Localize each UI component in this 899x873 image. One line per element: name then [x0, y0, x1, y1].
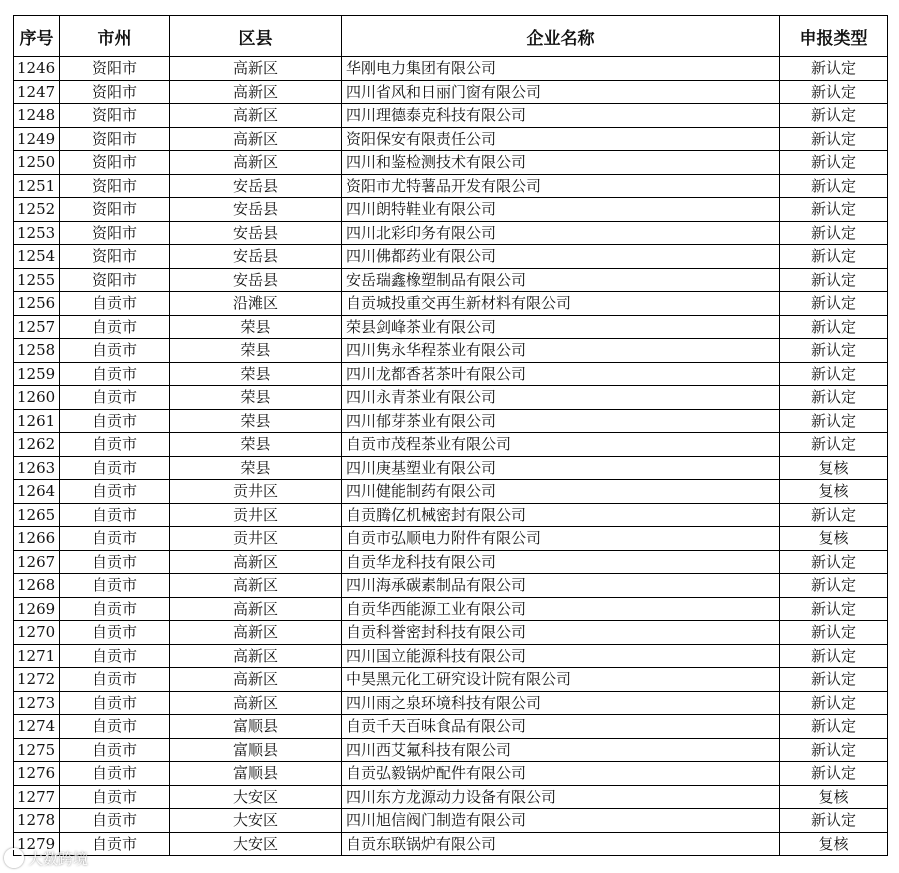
- serial-number-cell: 1259: [14, 362, 60, 386]
- application-type-cell: 新认定: [780, 503, 888, 527]
- city-cell: 自贡市: [60, 456, 170, 480]
- serial-number-cell: 1274: [14, 715, 60, 739]
- table-row: [14, 832, 888, 856]
- application-type-cell: 复核: [780, 527, 888, 551]
- company-name-cell: 自贡华龙科技有限公司: [342, 550, 780, 574]
- serial-number-cell: 1267: [14, 550, 60, 574]
- district-cell: 富顺县: [170, 738, 342, 762]
- company-name-cell: 四川雨之泉环境科技有限公司: [342, 691, 780, 715]
- district-cell: 荣县: [170, 433, 342, 457]
- city-cell: 自贡市: [60, 715, 170, 739]
- table-row: [14, 668, 888, 692]
- table-row: [14, 221, 888, 245]
- serial-number-cell: 1276: [14, 762, 60, 786]
- application-type-cell: 新认定: [780, 691, 888, 715]
- company-name-cell: 四川旭信阀门制造有限公司: [342, 809, 780, 833]
- application-type-cell: 复核: [780, 480, 888, 504]
- city-cell: 自贡市: [60, 292, 170, 316]
- city-cell: 自贡市: [60, 809, 170, 833]
- company-name-cell: 四川隽永华程茶业有限公司: [342, 339, 780, 363]
- district-cell: 高新区: [170, 57, 342, 81]
- application-type-cell: 新认定: [780, 409, 888, 433]
- serial-number-cell: 1258: [14, 339, 60, 363]
- company-name-cell: 四川海承碳素制品有限公司: [342, 574, 780, 598]
- company-name-cell: 四川郁芽茶业有限公司: [342, 409, 780, 433]
- table-row: [14, 57, 888, 81]
- serial-number-cell: 1265: [14, 503, 60, 527]
- company-name-cell: 四川省风和日丽门窗有限公司: [342, 80, 780, 104]
- district-cell: 大安区: [170, 785, 342, 809]
- city-cell: 自贡市: [60, 762, 170, 786]
- district-cell: 安岳县: [170, 268, 342, 292]
- district-cell: 高新区: [170, 550, 342, 574]
- serial-number-cell: 1268: [14, 574, 60, 598]
- city-cell: 资阳市: [60, 268, 170, 292]
- district-cell: 高新区: [170, 574, 342, 598]
- district-cell: 高新区: [170, 597, 342, 621]
- table-row: [14, 80, 888, 104]
- application-type-cell: 新认定: [780, 668, 888, 692]
- company-name-cell: 四川国立能源科技有限公司: [342, 644, 780, 668]
- city-cell: 自贡市: [60, 433, 170, 457]
- enterprise-table: [13, 15, 888, 856]
- city-cell: 资阳市: [60, 151, 170, 175]
- serial-number-cell: 1253: [14, 221, 60, 245]
- serial-number-cell: 1250: [14, 151, 60, 175]
- serial-number-cell: 1266: [14, 527, 60, 551]
- watermark-text: 大数跨境: [28, 849, 89, 868]
- city-cell: 自贡市: [60, 409, 170, 433]
- district-cell: 高新区: [170, 691, 342, 715]
- serial-number-cell: 1277: [14, 785, 60, 809]
- company-name-cell: 四川健能制药有限公司: [342, 480, 780, 504]
- serial-number-cell: 1249: [14, 127, 60, 151]
- application-type-cell: 新认定: [780, 268, 888, 292]
- serial-number-cell: 1261: [14, 409, 60, 433]
- company-name-cell: 四川永青茶业有限公司: [342, 386, 780, 410]
- application-type-cell: 新认定: [780, 762, 888, 786]
- city-cell: 自贡市: [60, 386, 170, 410]
- table-row: [14, 456, 888, 480]
- table-row: [14, 574, 888, 598]
- district-cell: 安岳县: [170, 174, 342, 198]
- serial-number-cell: 1256: [14, 292, 60, 316]
- district-cell: 富顺县: [170, 715, 342, 739]
- table-row: [14, 127, 888, 151]
- serial-number-cell: 1271: [14, 644, 60, 668]
- district-cell: 高新区: [170, 151, 342, 175]
- table-row: [14, 362, 888, 386]
- serial-number-cell: 1254: [14, 245, 60, 269]
- company-name-cell: 四川庚基塑业有限公司: [342, 456, 780, 480]
- serial-number-cell: 1278: [14, 809, 60, 833]
- district-cell: 贡井区: [170, 503, 342, 527]
- district-cell: 富顺县: [170, 762, 342, 786]
- table-row: [14, 198, 888, 222]
- company-name-cell: 自贡千天百味食品有限公司: [342, 715, 780, 739]
- company-name-cell: 自贡市弘顺电力附件有限公司: [342, 527, 780, 551]
- application-type-cell: 新认定: [780, 597, 888, 621]
- company-name-cell: 资阳市尤特薯品开发有限公司: [342, 174, 780, 198]
- serial-number-cell: 1263: [14, 456, 60, 480]
- company-name-cell: 中昊黑元化工研究设计院有限公司: [342, 668, 780, 692]
- city-cell: 自贡市: [60, 785, 170, 809]
- table-row: [14, 433, 888, 457]
- application-type-cell: 新认定: [780, 550, 888, 574]
- header-district: 区县: [170, 16, 342, 57]
- serial-number-cell: 1272: [14, 668, 60, 692]
- district-cell: 大安区: [170, 809, 342, 833]
- serial-number-cell: 1252: [14, 198, 60, 222]
- serial-number-cell: 1248: [14, 104, 60, 128]
- company-name-cell: 资阳保安有限责任公司: [342, 127, 780, 151]
- company-name-cell: 华刚电力集团有限公司: [342, 57, 780, 81]
- district-cell: 安岳县: [170, 221, 342, 245]
- table-row: [14, 339, 888, 363]
- table-row: [14, 174, 888, 198]
- city-cell: 资阳市: [60, 174, 170, 198]
- district-cell: 荣县: [170, 339, 342, 363]
- table-row: [14, 597, 888, 621]
- district-cell: 高新区: [170, 644, 342, 668]
- district-cell: 贡井区: [170, 480, 342, 504]
- table-row: [14, 762, 888, 786]
- company-name-cell: 四川西艾氟科技有限公司: [342, 738, 780, 762]
- district-cell: 高新区: [170, 668, 342, 692]
- table-row: [14, 245, 888, 269]
- application-type-cell: 新认定: [780, 104, 888, 128]
- table-header-row: [14, 16, 888, 57]
- table-body: [14, 57, 888, 856]
- application-type-cell: 复核: [780, 785, 888, 809]
- table-row: [14, 785, 888, 809]
- application-type-cell: 新认定: [780, 174, 888, 198]
- company-name-cell: 自贡东联锅炉有限公司: [342, 832, 780, 856]
- application-type-cell: 新认定: [780, 715, 888, 739]
- table-row: [14, 480, 888, 504]
- district-cell: 高新区: [170, 127, 342, 151]
- district-cell: 贡井区: [170, 527, 342, 551]
- table-row: [14, 738, 888, 762]
- table-row: [14, 104, 888, 128]
- application-type-cell: 新认定: [780, 339, 888, 363]
- table-row: [14, 268, 888, 292]
- watermark: [4, 846, 88, 870]
- city-cell: 资阳市: [60, 57, 170, 81]
- serial-number-cell: 1255: [14, 268, 60, 292]
- company-name-cell: 自贡市茂程茶业有限公司: [342, 433, 780, 457]
- district-cell: 高新区: [170, 80, 342, 104]
- company-name-cell: 四川东方龙源动力设备有限公司: [342, 785, 780, 809]
- company-name-cell: 四川和鉴检测技术有限公司: [342, 151, 780, 175]
- table-row: [14, 527, 888, 551]
- application-type-cell: 新认定: [780, 245, 888, 269]
- serial-number-cell: 1257: [14, 315, 60, 339]
- city-cell: 自贡市: [60, 362, 170, 386]
- district-cell: 沿滩区: [170, 292, 342, 316]
- application-type-cell: 新认定: [780, 292, 888, 316]
- city-cell: 自贡市: [60, 339, 170, 363]
- city-cell: 自贡市: [60, 832, 170, 856]
- district-cell: 安岳县: [170, 245, 342, 269]
- city-cell: 自贡市: [60, 550, 170, 574]
- application-type-cell: 新认定: [780, 151, 888, 175]
- city-cell: 自贡市: [60, 668, 170, 692]
- application-type-cell: 新认定: [780, 57, 888, 81]
- district-cell: 高新区: [170, 104, 342, 128]
- table-row: [14, 550, 888, 574]
- company-name-cell: 自贡城投重交再生新材料有限公司: [342, 292, 780, 316]
- table-row: [14, 621, 888, 645]
- serial-number-cell: 1269: [14, 597, 60, 621]
- application-type-cell: 新认定: [780, 738, 888, 762]
- application-type-cell: 新认定: [780, 809, 888, 833]
- watermark-logo-icon: [4, 848, 24, 868]
- company-name-cell: 四川理德泰克科技有限公司: [342, 104, 780, 128]
- table-row: [14, 691, 888, 715]
- serial-number-cell: 1246: [14, 57, 60, 81]
- district-cell: 大安区: [170, 832, 342, 856]
- serial-number-cell: 1264: [14, 480, 60, 504]
- company-name-cell: 四川朗特鞋业有限公司: [342, 198, 780, 222]
- header-company-name: 企业名称: [342, 16, 780, 57]
- table-row: [14, 809, 888, 833]
- district-cell: 荣县: [170, 456, 342, 480]
- company-name-cell: 自贡腾亿机械密封有限公司: [342, 503, 780, 527]
- city-cell: 资阳市: [60, 127, 170, 151]
- district-cell: 荣县: [170, 315, 342, 339]
- company-name-cell: 自贡科誉密封科技有限公司: [342, 621, 780, 645]
- company-name-cell: 自贡华西能源工业有限公司: [342, 597, 780, 621]
- city-cell: 资阳市: [60, 104, 170, 128]
- header-serial-number: 序号: [14, 16, 60, 57]
- city-cell: 资阳市: [60, 245, 170, 269]
- company-name-cell: 荣县剑峰茶业有限公司: [342, 315, 780, 339]
- application-type-cell: 新认定: [780, 574, 888, 598]
- serial-number-cell: 1279: [14, 832, 60, 856]
- application-type-cell: 新认定: [780, 362, 888, 386]
- application-type-cell: 新认定: [780, 80, 888, 104]
- city-cell: 自贡市: [60, 503, 170, 527]
- city-cell: 资阳市: [60, 80, 170, 104]
- serial-number-cell: 1260: [14, 386, 60, 410]
- city-cell: 自贡市: [60, 691, 170, 715]
- table-row: [14, 386, 888, 410]
- table-row: [14, 503, 888, 527]
- header-city: 市州: [60, 16, 170, 57]
- table-row: [14, 715, 888, 739]
- district-cell: 荣县: [170, 409, 342, 433]
- company-name-cell: 四川北彩印务有限公司: [342, 221, 780, 245]
- district-cell: 荣县: [170, 362, 342, 386]
- city-cell: 自贡市: [60, 315, 170, 339]
- city-cell: 自贡市: [60, 597, 170, 621]
- serial-number-cell: 1251: [14, 174, 60, 198]
- table-row: [14, 292, 888, 316]
- header-application-type: 申报类型: [780, 16, 888, 57]
- application-type-cell: 新认定: [780, 221, 888, 245]
- application-type-cell: 新认定: [780, 198, 888, 222]
- city-cell: 自贡市: [60, 527, 170, 551]
- application-type-cell: 新认定: [780, 127, 888, 151]
- company-name-cell: 四川龙都香茗茶叶有限公司: [342, 362, 780, 386]
- city-cell: 资阳市: [60, 221, 170, 245]
- application-type-cell: 新认定: [780, 315, 888, 339]
- serial-number-cell: 1262: [14, 433, 60, 457]
- city-cell: 自贡市: [60, 480, 170, 504]
- city-cell: 自贡市: [60, 738, 170, 762]
- district-cell: 高新区: [170, 621, 342, 645]
- application-type-cell: 新认定: [780, 644, 888, 668]
- district-cell: 荣县: [170, 386, 342, 410]
- city-cell: 资阳市: [60, 198, 170, 222]
- city-cell: 自贡市: [60, 621, 170, 645]
- table-row: [14, 409, 888, 433]
- table-row: [14, 315, 888, 339]
- city-cell: 自贡市: [60, 574, 170, 598]
- application-type-cell: 新认定: [780, 433, 888, 457]
- serial-number-cell: 1275: [14, 738, 60, 762]
- serial-number-cell: 1273: [14, 691, 60, 715]
- table-row: [14, 644, 888, 668]
- application-type-cell: 复核: [780, 456, 888, 480]
- application-type-cell: 复核: [780, 832, 888, 856]
- serial-number-cell: 1270: [14, 621, 60, 645]
- city-cell: 自贡市: [60, 644, 170, 668]
- company-name-cell: 安岳瑞鑫橡塑制品有限公司: [342, 268, 780, 292]
- table-row: [14, 151, 888, 175]
- serial-number-cell: 1247: [14, 80, 60, 104]
- company-name-cell: 自贡弘毅锅炉配件有限公司: [342, 762, 780, 786]
- application-type-cell: 新认定: [780, 621, 888, 645]
- application-type-cell: 新认定: [780, 386, 888, 410]
- company-name-cell: 四川佛都药业有限公司: [342, 245, 780, 269]
- district-cell: 安岳县: [170, 198, 342, 222]
